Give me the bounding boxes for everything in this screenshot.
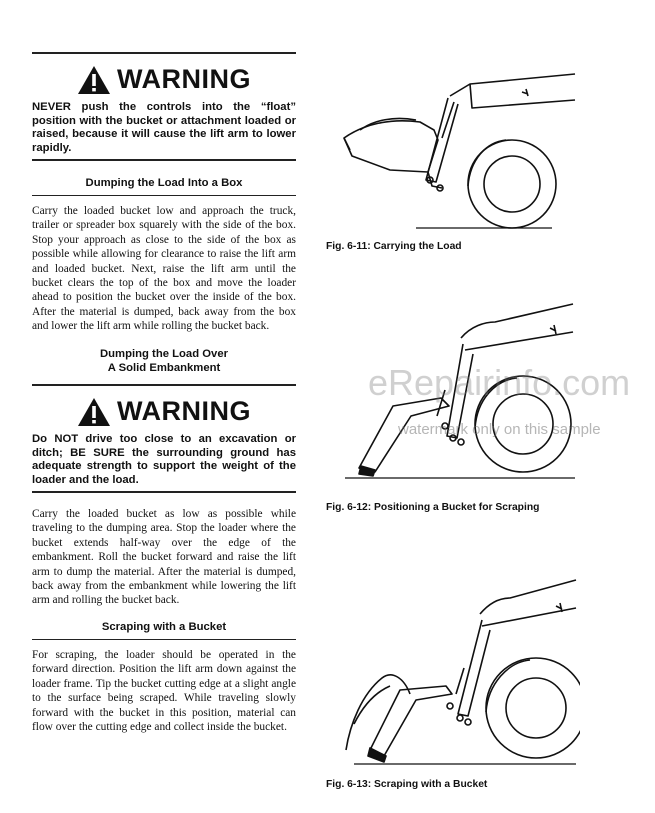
warning1-body: NEVER push the controls into the “float” position with the bucket or attachment loaded or raised, because it will cause the lift arm to lower rapidly. <box>32 101 296 154</box>
warning-triangle-icon <box>77 65 111 95</box>
warning1-bottom-rule <box>32 159 296 161</box>
warning1-title: WARNING <box>117 64 251 94</box>
warning2-title-row <box>32 396 296 427</box>
warning2-top-rule <box>32 384 296 386</box>
warning1-top-rule <box>32 52 296 54</box>
warning2-bottom-rule <box>32 491 296 493</box>
figure-6-13-scraping-bucket <box>340 574 580 769</box>
section2-paragraph: Carry the loaded bucket as low as possible while traveling to the dumping area. Stop the loader where the bucket extends half-way over the edge of the embankment. Roll the bucket forward and raise the lift arm to dump the material. After the material is dumped, back away from the embankment while lowering the lift arm and rolling the bucket back. <box>32 508 296 607</box>
section1-heading-rule <box>32 195 296 196</box>
watermark-note: watermark only on this sample <box>398 421 601 438</box>
warning1-title-row <box>32 64 296 95</box>
warning-triangle-icon <box>77 397 111 427</box>
warning2-body: Do NOT drive too close to an excavation or ditch; BE SURE the surrounding ground has adequate strength to support the weight of the loader and the load. <box>32 433 296 486</box>
section3-paragraph: For scraping, the loader should be operated in the forward direction. Position the lift arm down against the loader frame. Tip the bucket cutting edge at a slight angle to the surface being scraped. While traveling slowly forward with the bucket in this position, material can flow over the cutting edge and collect inside the bucket. <box>32 649 296 734</box>
section2-heading-line2: A Solid Embankment <box>107 362 221 374</box>
figure-6-12-caption: Fig. 6-12: Positioning a Bucket for Scraping <box>326 502 540 513</box>
figure-6-13-caption: Fig. 6-13: Scraping with a Bucket <box>326 779 488 790</box>
figure-6-11-carrying-load <box>330 52 580 232</box>
section2-heading-line1: Dumping the Load Over <box>99 348 229 360</box>
watermark-site: eRepairinfo.com <box>368 362 631 403</box>
figure-6-11-caption: Fig. 6-11: Carrying the Load <box>326 241 462 252</box>
warning2-title: WARNING <box>117 396 251 426</box>
section3-heading-rule <box>32 639 296 640</box>
section3-heading: Scraping with a Bucket <box>101 621 227 633</box>
section1-heading: Dumping the Load Into a Box <box>85 177 243 189</box>
section1-paragraph: Carry the loaded bucket low and approach the truck, trailer or spreader box squarely with the side of the box. Stop your approach as close to the side of the box as possible while allowing for clearance to raise the lift arm and loaded bucket. Next, raise the lift arm until the bucket clears the top of the box and move the loader ahead to position the bucket over the inside of the box. After the material is dumped, back away from the box and lower the lift arm while rolling the bucket back. <box>32 205 296 333</box>
